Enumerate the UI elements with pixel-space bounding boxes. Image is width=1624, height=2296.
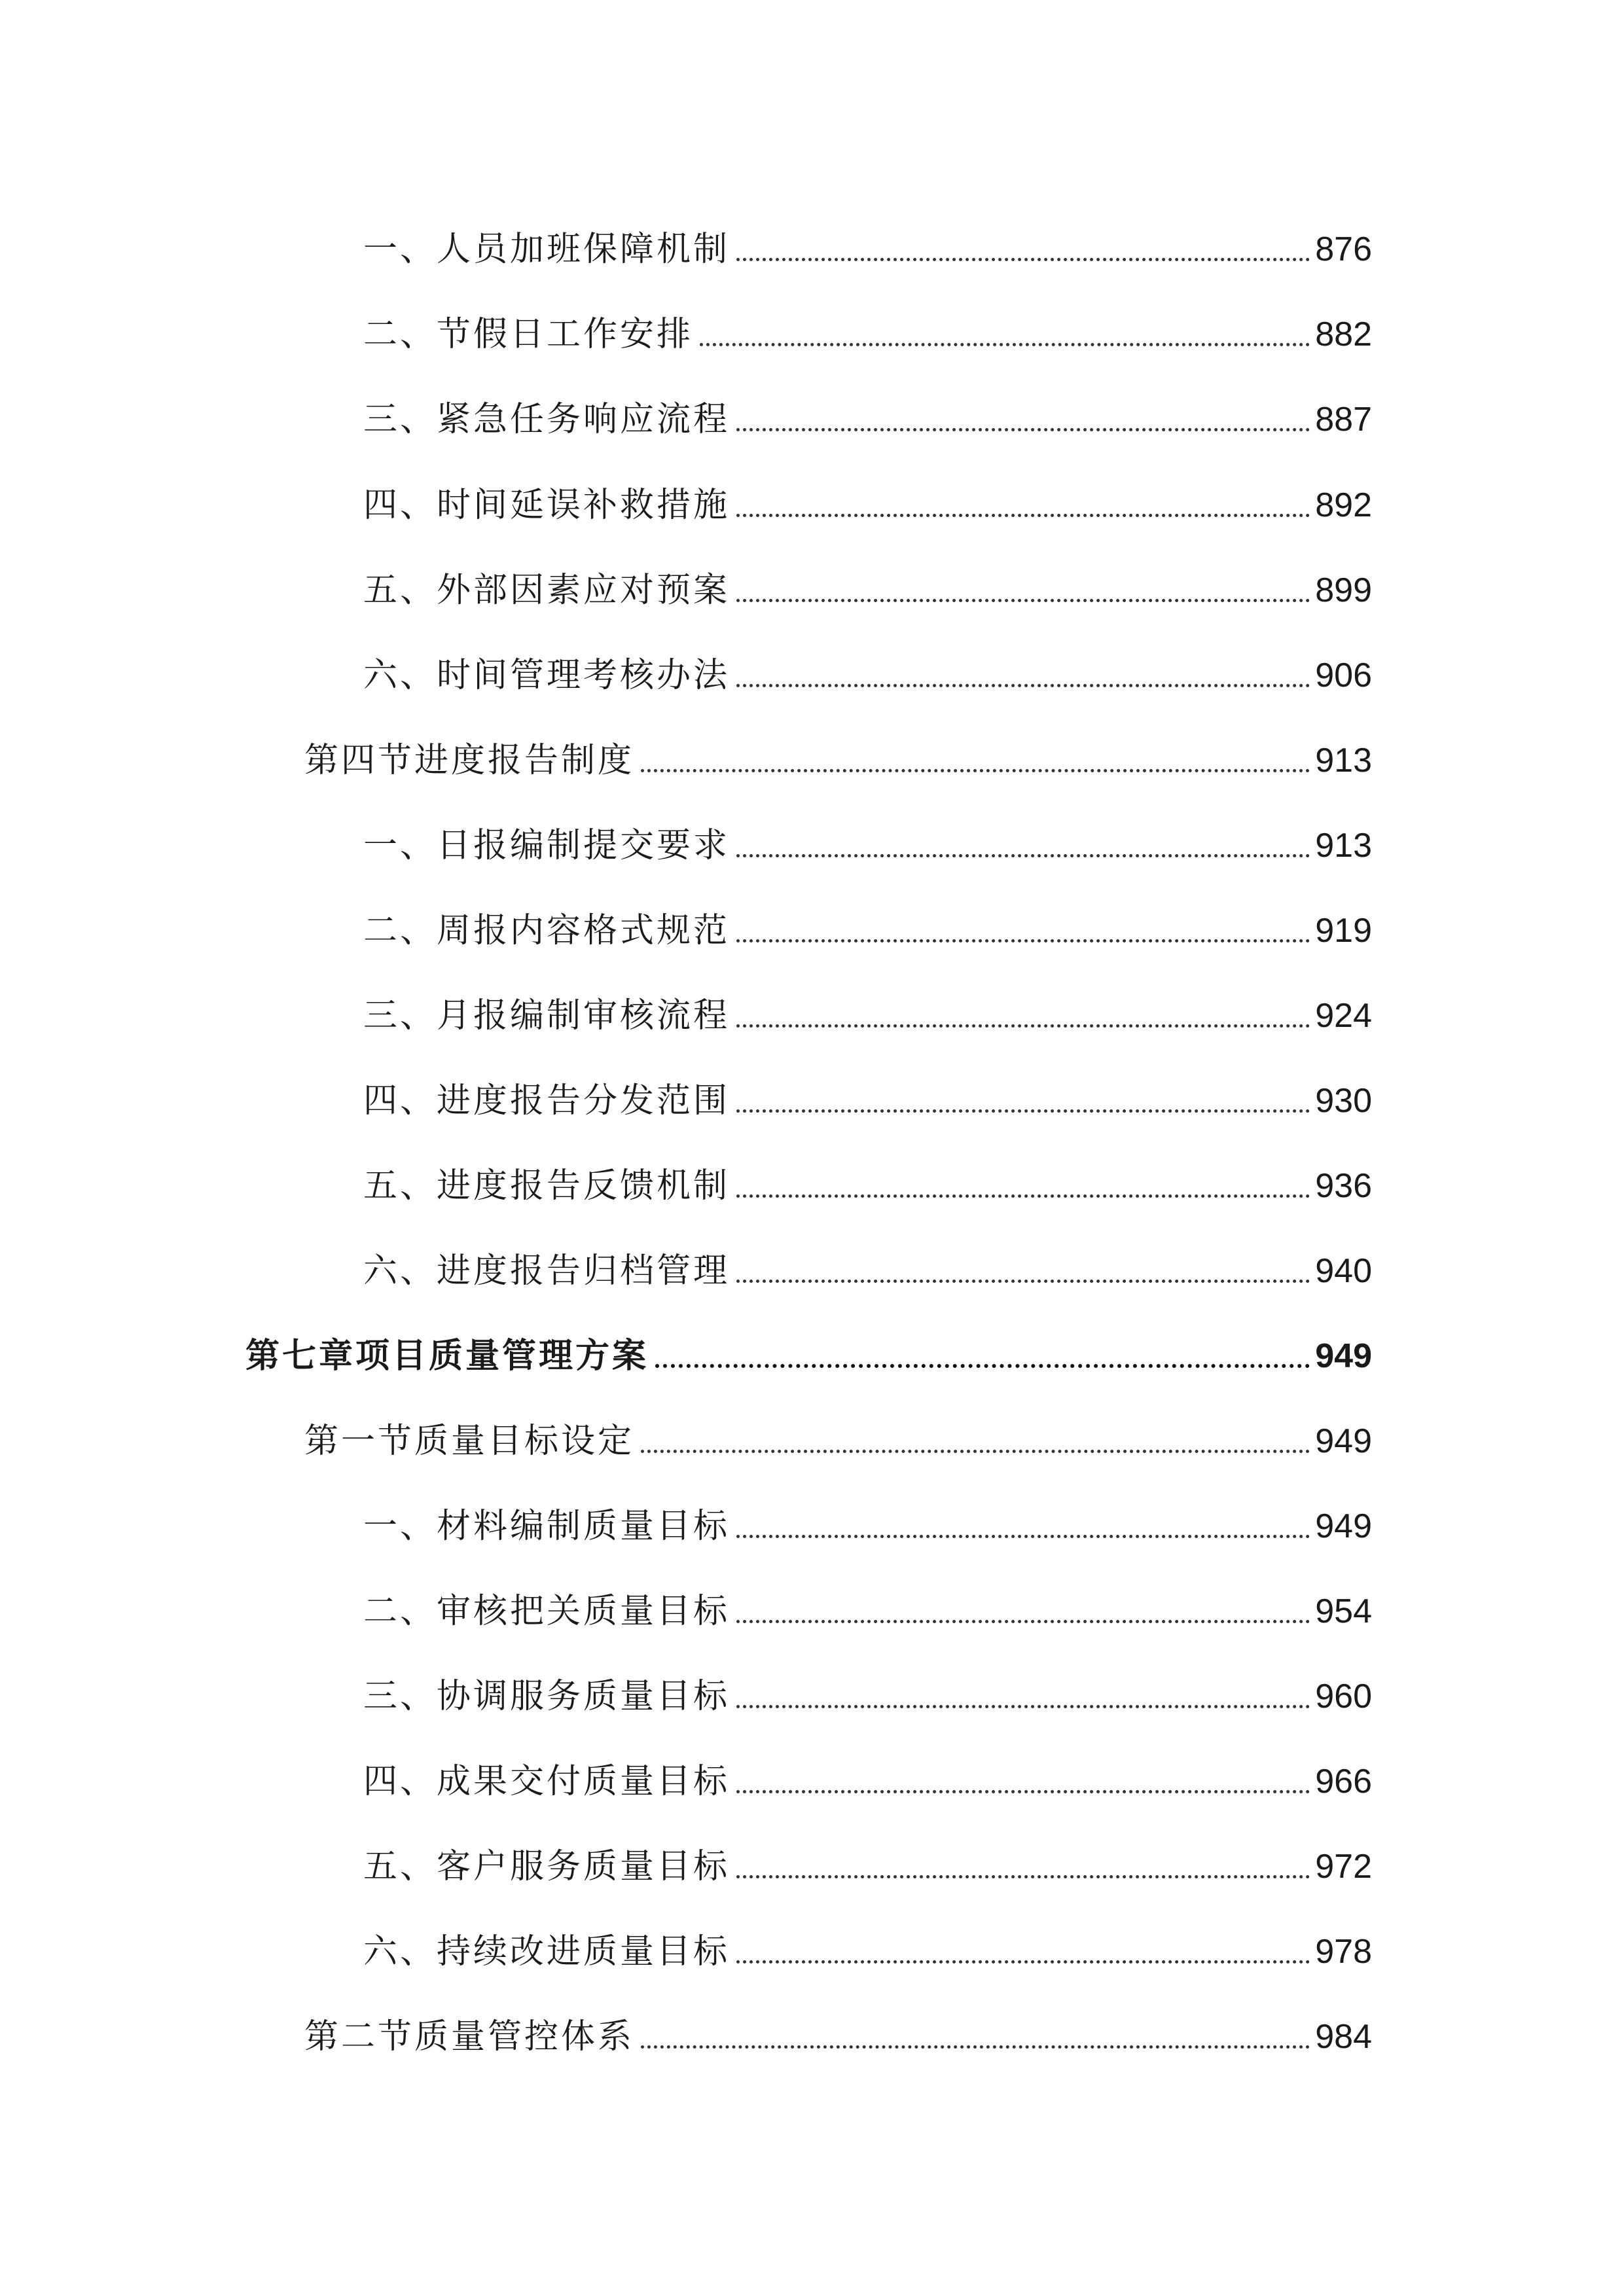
dot-leader [700, 343, 1310, 346]
toc-entry-page-number: 936 [1315, 1167, 1372, 1205]
dot-leader [641, 1450, 1310, 1453]
dot-leader [736, 1280, 1310, 1283]
dot-leader [736, 1194, 1310, 1198]
dot-leader [736, 514, 1310, 517]
toc-entry-title: 五、进度报告反馈机制 [363, 1166, 731, 1206]
toc-entry-page-number: 930 [1315, 1082, 1372, 1120]
toc-entry-title: 五、外部因素应对预案 [363, 571, 731, 610]
toc-entry[interactable] [363, 384, 1372, 437]
toc-entry-title: 一、日报编制提交要求 [363, 826, 731, 865]
toc-entry-title: 一、材料编制质量目标 [363, 1507, 731, 1546]
toc-entry-page-number: 984 [1315, 2018, 1372, 2056]
toc-entry-title: 四、时间延误补救措施 [363, 486, 731, 525]
toc-entry[interactable] [363, 980, 1372, 1033]
toc-entry-title: 六、进度报告归档管理 [363, 1251, 731, 1291]
toc-entry-title: 六、时间管理考核办法 [363, 656, 731, 695]
toc-entry-title: 二、审核把关质量目标 [363, 1592, 731, 1631]
dot-leader [736, 1109, 1310, 1113]
toc-entry-page-number: 887 [1315, 401, 1372, 439]
toc-entry-page-number: 949 [1315, 1507, 1372, 1545]
toc-entry-page-number: 892 [1315, 486, 1372, 524]
toc-entry-title: 第二节质量管控体系 [304, 2017, 635, 2056]
toc-entry-title: 四、进度报告分发范围 [363, 1081, 731, 1121]
dot-leader [736, 684, 1310, 687]
toc-entry[interactable] [363, 1916, 1372, 1969]
toc-entry-page-number: 919 [1315, 912, 1372, 950]
toc-entry-page-number: 913 [1315, 742, 1372, 780]
toc-entry-title: 三、紧急任务响应流程 [363, 400, 731, 439]
toc-entry[interactable] [363, 1236, 1372, 1291]
dot-leader [641, 2045, 1310, 2049]
dot-leader [736, 1024, 1310, 1028]
toc-entry[interactable] [363, 214, 1372, 269]
toc-entry[interactable] [363, 555, 1372, 610]
toc-entry-title: 第四节进度报告制度 [304, 741, 635, 780]
dot-leader [736, 1790, 1310, 1793]
toc-entry-page-number: 882 [1315, 315, 1372, 353]
dot-leader [736, 428, 1310, 431]
toc-entry-title: 一、人员加班保障机制 [363, 230, 731, 269]
toc-entry[interactable] [363, 470, 1372, 525]
toc-entry[interactable] [363, 1831, 1372, 1884]
toc-entry-title: 三、协调服务质量目标 [363, 1677, 731, 1716]
toc-entry-page-number: 899 [1315, 571, 1372, 609]
dot-leader [736, 1535, 1310, 1538]
toc-entry-title: 三、月报编制审核流程 [363, 996, 731, 1035]
toc-entry[interactable] [363, 810, 1372, 863]
toc-entry-page-number: 960 [1315, 1677, 1372, 1715]
dot-leader [736, 1875, 1310, 1878]
dot-leader [736, 1960, 1310, 1964]
toc-entry-title: 二、节假日工作安排 [363, 315, 694, 354]
toc-entry[interactable] [363, 299, 1372, 354]
toc-entry-page-number: 966 [1315, 1763, 1372, 1801]
toc-entry-page-number: 949 [1315, 1422, 1372, 1460]
toc-entry[interactable] [363, 1491, 1372, 1546]
dot-leader [655, 1364, 1310, 1368]
toc-chapter-entry[interactable] [245, 1321, 1372, 1376]
dot-leader [736, 854, 1310, 857]
toc-entry-title: 第一节质量目标设定 [304, 1422, 635, 1461]
toc-entry[interactable] [304, 2001, 1372, 2054]
toc-entry[interactable] [363, 1746, 1372, 1799]
toc-entry-title: 六、持续改进质量目标 [363, 1932, 731, 1971]
toc-entry[interactable] [304, 725, 1372, 778]
dot-leader [736, 1620, 1310, 1623]
toc-entry-page-number: 913 [1315, 827, 1372, 865]
toc-entry[interactable] [363, 640, 1372, 695]
toc-entry[interactable] [363, 1576, 1372, 1631]
toc-entry-title: 五、客户服务质量目标 [363, 1847, 731, 1886]
toc-entry-page-number: 940 [1315, 1252, 1372, 1290]
toc-entry-page-number: 954 [1315, 1592, 1372, 1630]
toc-entry-title: 四、成果交付质量目标 [363, 1762, 731, 1801]
toc-entry-page-number: 924 [1315, 997, 1372, 1035]
toc-entry-page-number: 906 [1315, 656, 1372, 694]
dot-leader [736, 258, 1310, 261]
toc-entry-page-number: 949 [1315, 1337, 1372, 1375]
toc-entry[interactable] [363, 895, 1372, 948]
dot-leader [641, 769, 1310, 772]
toc-entry[interactable] [363, 1066, 1372, 1121]
toc-entry-page-number: 978 [1315, 1933, 1372, 1971]
toc-entry[interactable] [363, 1151, 1372, 1206]
toc-entry[interactable] [363, 1661, 1372, 1716]
dot-leader [736, 599, 1310, 602]
dot-leader [736, 939, 1310, 942]
toc-entry-title: 二、周报内容格式规范 [363, 911, 731, 950]
toc-entry-page-number: 876 [1315, 230, 1372, 268]
toc-entry[interactable] [304, 1406, 1372, 1461]
dot-leader [736, 1705, 1310, 1708]
toc-entry-title: 第七章项目质量管理方案 [245, 1336, 649, 1376]
toc-entry-page-number: 972 [1315, 1848, 1372, 1886]
